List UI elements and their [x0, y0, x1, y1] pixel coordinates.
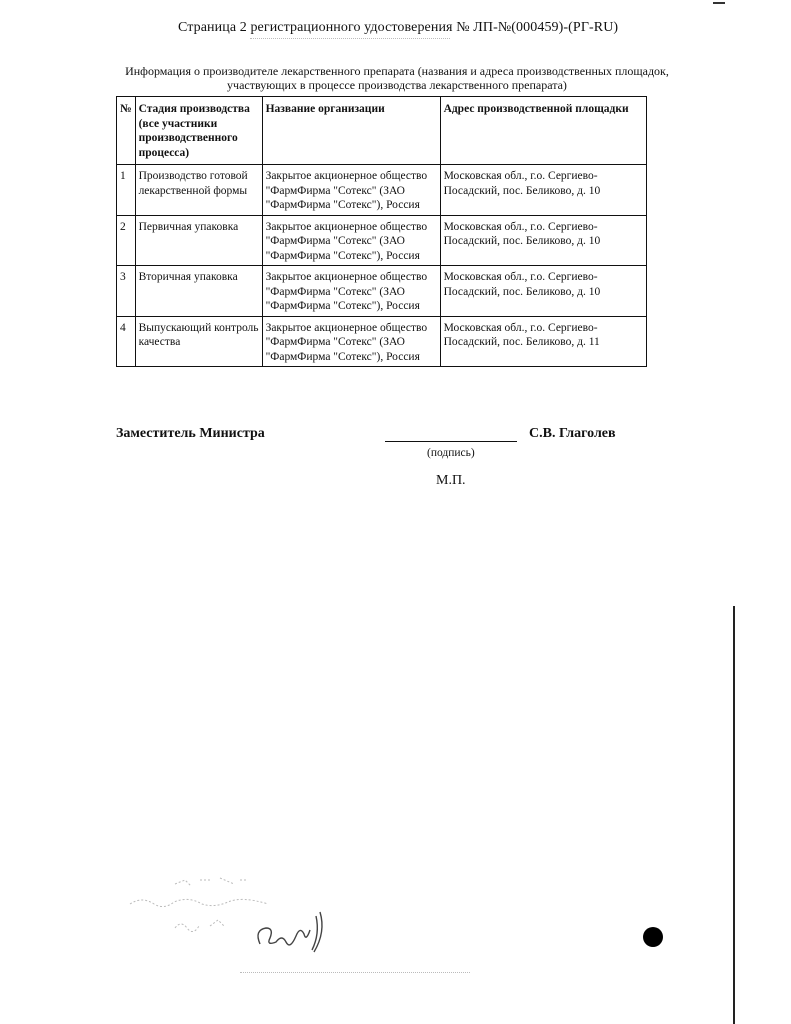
registration-number: № ЛП-№(000459)-(РГ-RU)	[456, 20, 619, 35]
table-header-row	[117, 97, 647, 165]
row-addr: Московская обл., г.о. Сергиево-Посадский, пос. Беликово, д. 10	[440, 165, 646, 216]
table-row	[117, 215, 647, 266]
row-stage: Первичная упаковка	[135, 215, 262, 266]
header-org: Название организации	[262, 97, 440, 165]
row-org: Закрытое акционерное общество "ФармФирма "Сотекс" (ЗАО "ФармФирма "Сотекс"), Россия	[262, 266, 440, 317]
row-stage: Производство готовой лекарственной формы	[135, 165, 262, 216]
faint-stamp-trace	[250, 38, 450, 40]
row-num: 2	[117, 215, 136, 266]
faint-stamp-trace	[240, 972, 470, 974]
stamp-place: М.П.	[436, 473, 466, 488]
table-row	[117, 316, 647, 367]
row-num: 3	[117, 266, 136, 317]
row-num: 1	[117, 165, 136, 216]
intro-text: Информация о производителе лекарственного препарата (названия и адреса производственных площадок, участвующих в процессе производства лекарственного препарата)	[125, 64, 669, 92]
row-stage: Выпускающий контроль качества	[135, 316, 262, 367]
row-addr: Московская обл., г.о. Сергиево-Посадский, пос. Беликово, д. 10	[440, 266, 646, 317]
row-stage: Вторичная упаковка	[135, 266, 262, 317]
row-addr: Московская обл., г.о. Сергиево-Посадский, пос. Беликово, д. 11	[440, 316, 646, 367]
signature-line	[385, 441, 517, 442]
row-org: Закрытое акционерное общество "ФармФирма "Сотекс" (ЗАО "ФармФирма "Сотекс"), Россия	[262, 316, 440, 367]
handwriting-drawing	[120, 870, 340, 960]
row-addr: Московская обл., г.о. Сергиево-Посадский, пос. Беликово, д. 10	[440, 215, 646, 266]
punch-hole	[643, 927, 663, 947]
table-row	[117, 165, 647, 216]
scan-mark	[713, 2, 725, 4]
producers-table	[116, 96, 647, 367]
signer-title: Заместитель Министра	[116, 426, 265, 441]
scan-edge-line	[733, 606, 735, 1024]
handwritten-note	[120, 870, 340, 965]
header-addr: Адрес производственной площадки	[440, 97, 646, 165]
row-num: 4	[117, 316, 136, 367]
page-header	[178, 20, 618, 36]
signature-caption: (подпись)	[427, 447, 475, 459]
header-prefix: Страница 2 регистрационного удостоверения	[178, 20, 453, 35]
table-row	[117, 266, 647, 317]
header-num: №	[117, 97, 136, 165]
header-stage: Стадия производства (все участники производственного процесса)	[135, 97, 262, 165]
row-org: Закрытое акционерное общество "ФармФирма "Сотекс" (ЗАО "ФармФирма "Сотекс"), Россия	[262, 165, 440, 216]
row-org: Закрытое акционерное общество "ФармФирма "Сотекс" (ЗАО "ФармФирма "Сотекс"), Россия	[262, 215, 440, 266]
signer-name: С.В. Глаголев	[529, 426, 616, 441]
